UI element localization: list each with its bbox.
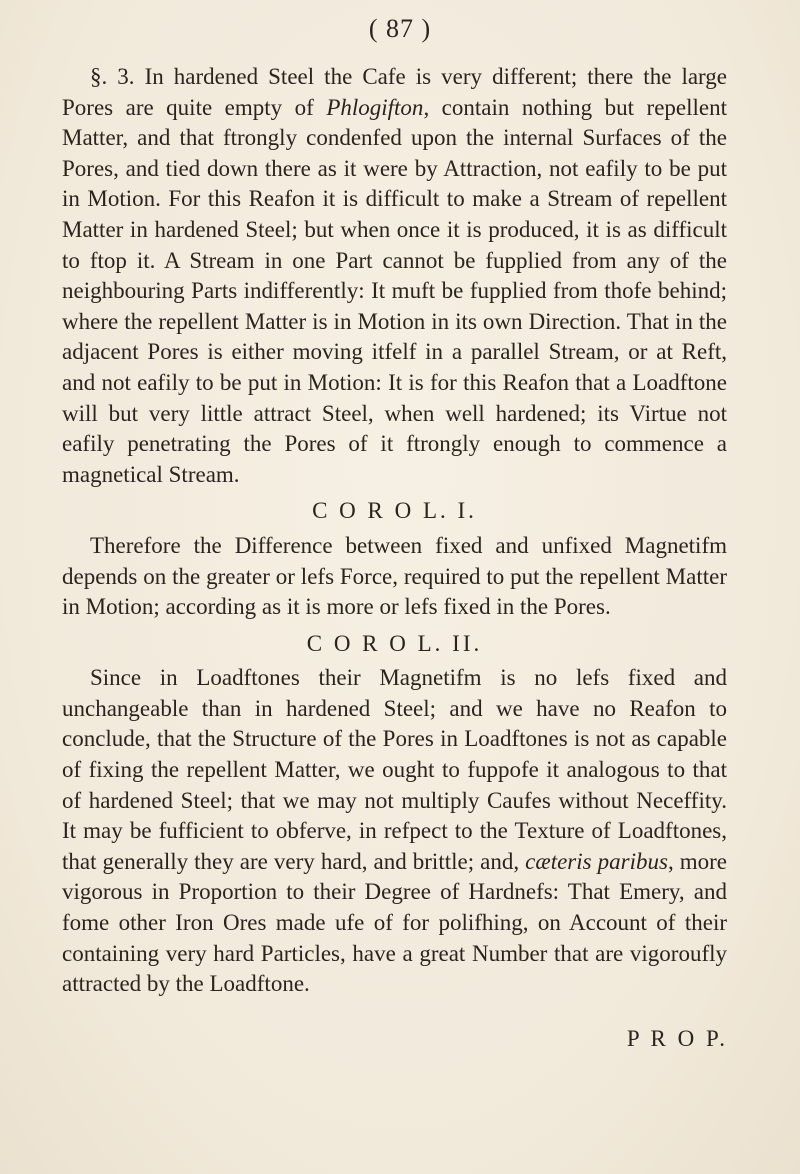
section-3-italic-term: Phlogifton <box>326 94 424 120</box>
page-number: ( 87 ) <box>368 14 432 43</box>
corollary-1-heading: C O R O L. I. <box>312 498 477 524</box>
corollary-2-italic-phrase: cæteris paribus <box>525 848 668 874</box>
catchword: P R O P. <box>626 1026 728 1051</box>
corollary-1-paragraph: Therefore the Difference between fixed and unfixed Magnetifm depends on the greater or lefs Force, required to put the repellent Matter in Motion; according as it is more or lefs fixed in the Pores. <box>62 532 727 620</box>
corollary-2-text-start: Since in Loadftones their Magnetifm is no lefs fixed and unchangeable than in hardened Steel; and we have no Reafon to conclude, that the Structure of the Pores in Loadftones is not as capable of fixing the repellent Matter, we ought to fuppofe it analogous to that of hardened Steel; that we may not multiply Caufes without Neceffity. It may be fufficient to obferve, in refpect to the Texture of Loadftones, that generally they are very hard, and brittle; and, <box>62 665 727 874</box>
corollary-2-text-rest: , more vigorous in Proportion to their Degree of Hardnefs: That Emery, and fome other Iron Ores made ufe of for polifhing, on Account of their containing very hard Particles, have a great Number that are vigoroufly attracted by the Loadftone. <box>62 848 727 997</box>
section-3-text-start: §. 3. In hardened Steel the Cafe is very different; there the large Pores are quite empty of <box>62 64 727 120</box>
page-body <box>62 62 727 1000</box>
section-3-paragraph <box>62 62 727 490</box>
corollary-2-heading: C O R O L. II. <box>306 630 483 656</box>
corollary-2-paragraph <box>62 663 727 1000</box>
section-3-text-rest: , contain nothing but repellent Matter, and that ftrongly condenfed upon the internal Surfaces of the Pores, and tied down there as it were by Attraction, not eafily to be put in Motion. For this Reafon it is difficult to make a Stream of repellent Matter in hardened Steel; but when once it is produced, it is as difficult to ftop it. A Stream in one Part cannot be fupplied from any of the neighbouring Parts indifferently: It muft be fupplied from thofe behind; where the repellent Matter is in Motion in its own Direction. That in the adjacent Pores is either moving itfelf in a parallel Stream, or at Reft, and not eafily to be put in Motion: It is for this Reafon that a Loadftone will but very little attract Steel, when well hardened; its Virtue not eafily penetrating the Pores of it ftrongly enough to commence a magnetical Stream. <box>62 94 727 487</box>
